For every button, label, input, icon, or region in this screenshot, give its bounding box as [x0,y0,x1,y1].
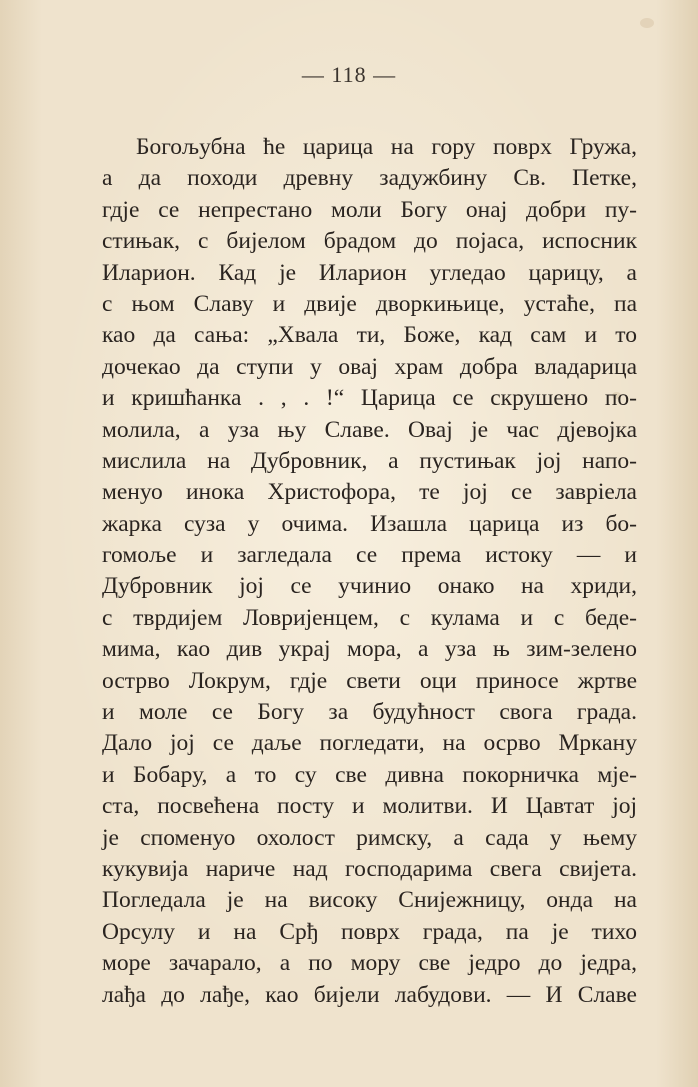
text-line: лађа до лађе, као бијели лабудови. — И Славе [102,981,637,1008]
text-line: кукувија нариче над господарима свега свијета. [102,855,637,882]
page-number: — 118 — [301,62,397,87]
text-line: гдје се непрестано моли Богу онај добри пу- [102,196,637,223]
text-line: мима, као див украј мора, а уза њ зим-зелено [102,636,637,663]
text-line: с њом Славу и двије дворкињице, устаће, па [102,290,637,317]
text-line: Погледала је на високу Снијежницу, онда на [102,887,637,914]
body-text [102,132,637,1011]
text-line: молила, а уза њу Славе. Овај је час дјевојка [102,416,637,443]
text-line: а да походи древну задужбину Св. Петке, [102,165,637,192]
text-line: гомоље и загледала се према истоку — и [102,542,637,569]
text-line: жарка суза у очима. Изашла царица из бо- [102,510,637,537]
text-line: менуо инока Христофора, те јој се завріела [102,479,637,506]
paper-stain [640,18,654,28]
text-line: Богољубна ће царица на гору поврх Гружа, [136,134,637,160]
text-line: је споменуо охолост римску, а сада у њему [102,824,637,851]
text-line: и кришћанка . , . !“ Царица се скрушено по- [102,385,637,412]
text-line: и моле се Богу за будућност свога града. [102,699,637,726]
text-line: дочекао да ступи у овај храм добра владарица [102,353,637,380]
text-line: море зачарало, а по мору све једро до једра, [102,950,637,977]
text-line: Иларион. Кад је Иларион угледао царицу, а [102,259,637,286]
text-line: с тврдијем Ловријенцем, с кулама и с беде- [102,604,637,631]
text-line: Дубровник јој се учинио онако на хриди, [102,573,637,600]
text-line: мислила на Дубровник, а пустињак јој напо- [102,447,637,474]
text-line: острво Локрум, гдје свети оци приносе жртве [102,667,637,694]
text-line: ста, посвећена посту и молитви. И Цавтат јој [102,793,637,820]
text-line: као да сања: „Хвала ти, Боже, кад сам и то [102,322,637,349]
text-line: стињак, с бијелом брадом до појаса, испосник [102,228,637,255]
text-line: Орсулу и на Срђ поврх града, па је тихо [102,918,637,945]
text-line: Дало јој се даље погледати, на осрво Мркану [102,730,637,757]
text-line: и Бобару, а то су све дивна покорничка мје- [102,761,637,788]
